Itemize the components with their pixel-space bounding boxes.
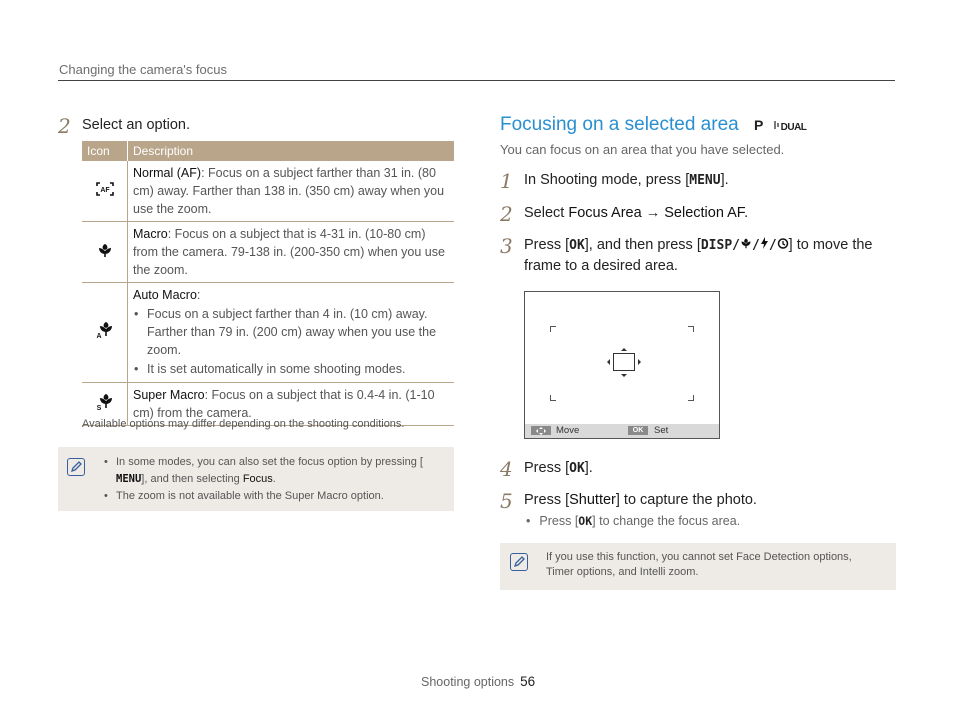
step-text-part: ] to move the frame to a desired area. [524,237,873,275]
af-normal-icon [82,161,128,222]
auto-macro-icon [82,283,128,383]
step-text-part: ], and then press [ [584,237,701,253]
step-number: 1 [500,169,513,193]
step-number: 3 [500,234,513,258]
move-label: Move [556,425,580,436]
menu-key-icon: MENU [689,173,721,188]
section-title [500,114,806,136]
bullet-text-part: Press [ [539,514,579,528]
step-text-part: Press [ [524,492,570,508]
ok-key-icon: OK [569,238,585,253]
option-desc: : Focus on a subject farther than 31 in. (80 cm) away. Farther than 138 in. (350 cm) away when you use the zoom. [133,166,445,216]
option-term: Auto Macro [133,288,197,302]
program-mode-icon: P [754,117,764,133]
step-text [524,458,593,479]
page-footer [421,674,535,689]
note-text-part: In some modes, you can also set the focus option by pressing [ [116,456,423,468]
table-cell-description [128,161,455,222]
step-text-part: . [744,205,749,221]
timer-icon [777,237,789,249]
note-bold-term: Focus [242,473,273,485]
arrow-down-icon [621,374,627,377]
note-text-part: ], and then selecting [141,473,243,485]
table-row [82,222,454,283]
bullet-text-part: ] to change the focus area. [592,514,741,528]
option-desc: : Focus on a subject that is 4-31 in. (10-80 cm) from the camera. 79-138 in. (200-350 cm) when you use the zoom. [133,227,445,277]
note-line: Timer options, and Intelli zoom. [546,566,699,578]
ok-button-icon: OK [628,426,648,435]
note-line: If you use this function, you cannot set Face Detection options, [546,551,852,563]
flash-icon [760,237,769,249]
step-text-part: Press [ [524,237,570,253]
ok-key-icon: OK [578,514,593,528]
table-cell-description [128,283,455,383]
note-text-part: . [272,473,276,485]
header-divider [58,80,895,81]
option-desc: : Focus on a subject that is 0.4-4 in. (1-10 cm) from the camera. [133,388,435,420]
ok-key-icon: OK [569,461,585,476]
frame-corner [550,395,556,401]
step-number: 5 [500,489,513,513]
macro-icon [82,222,128,283]
table-cell-description [128,222,455,283]
step-text-part: In Shooting mode, press [ [524,172,690,188]
list-item: • The zoom is not available with the Super Macro option. [116,488,447,505]
arrow-right-icon [638,359,641,365]
bullet-icon: • [526,514,531,528]
nav-button-icon [531,426,551,435]
frame-corner [550,326,556,332]
macro-icon [740,237,752,249]
option-bullets [133,305,449,378]
shutter-key-label: Shutter [569,492,616,508]
step-bullet [526,514,740,528]
dual-label: DUAL [780,122,807,133]
step-text-part: Select [524,205,569,221]
frame-corner [688,395,694,401]
step-text [524,490,757,511]
set-label: Set [654,425,669,436]
screen-guide-bar [525,424,719,438]
svg-text:AF: AF [99,186,110,194]
menu-option-term: Selection AF [664,205,745,221]
page-number: 56 [520,674,536,689]
option-term: Super Macro [133,388,205,402]
note-text [102,454,447,505]
menu-option-term: Focus Area [568,205,642,221]
list-item: • Focus on a subject farther than 4 in. (10 cm) away. Farther than 79 in. (200 cm) away when you use the zoom. [147,305,449,359]
step-text-part: ]. [720,172,729,188]
step-number: 4 [500,457,513,481]
list-item [116,454,447,488]
arrow-up-icon [621,348,627,351]
focus-options-table [82,141,454,426]
option-desc: : [196,288,201,302]
step-text-part: ]. [584,460,593,476]
disp-key-icon: DISP/ [700,238,740,253]
step-number: 2 [58,114,71,138]
table-row [82,161,454,222]
frame-corner [688,326,694,332]
arrow-icon: → [641,205,665,221]
note-icon [510,553,528,571]
section-subtitle: You can focus on an area that you have selected. [500,142,785,157]
step-number: 2 [500,202,513,226]
list-item: • It is set automatically in some shooting modes. [147,360,449,378]
step-text: Select an option. [82,117,191,133]
table-header-description: Description [128,141,455,161]
separator: / [752,238,760,253]
availability-note: Available options may differ depending on the shooting conditions. [82,418,405,430]
menu-key-icon: MENU [116,473,142,485]
step-text [524,203,748,224]
table-header-icon: Icon [82,141,128,161]
note-text [546,550,886,580]
option-term: Normal (AF) [133,166,202,180]
table-row [82,283,454,383]
step-text [524,235,896,277]
svg-text:S: S [96,404,101,411]
note-box-left [58,447,454,511]
dual-is-mode-icon [773,122,807,133]
separator: / [768,238,777,253]
step-text [524,170,729,191]
step-text-part: ] to capture the photo. [615,492,757,508]
option-term: Macro [133,227,168,241]
step-text-part: Press [ [524,460,570,476]
note-box-right [500,543,896,590]
focus-frame [613,353,635,371]
note-icon [67,458,85,476]
footer-section-name: Shooting options [421,675,515,689]
camera-screen-illustration [524,291,720,439]
section-title-text: Focusing on a selected area [500,114,739,135]
arrow-left-icon [607,359,610,365]
svg-text:A: A [95,333,102,339]
breadcrumb: Changing the camera's focus [59,62,227,77]
